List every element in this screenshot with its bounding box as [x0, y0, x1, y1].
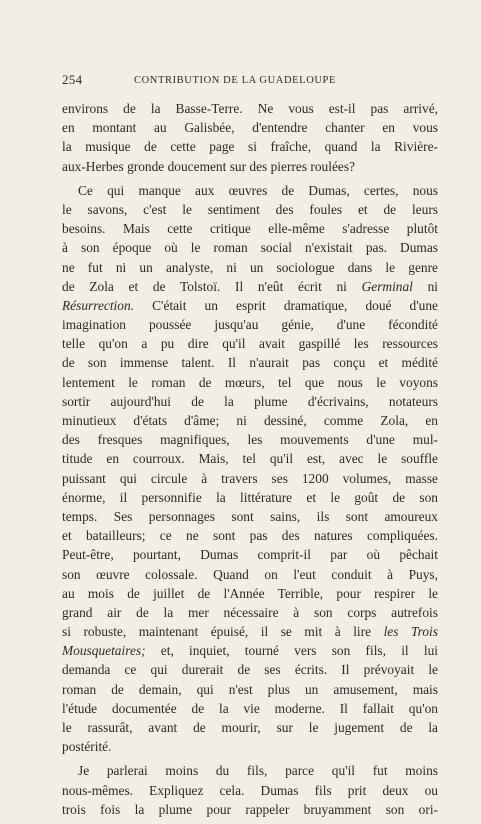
text-line: au mois de juillet de l'Année Terrible, pour respirer le — [62, 585, 438, 601]
text-line: postérité. — [62, 739, 112, 755]
text-line: le savons, c'est le sentiment des foules et de leurs — [62, 201, 438, 217]
text-run: ni — [412, 278, 438, 294]
italic-title-germinal: Germinal — [361, 278, 413, 294]
paragraph-3 — [62, 761, 438, 819]
text-line: à son époque où le roman social n'existait pas. Dumas — [62, 240, 438, 256]
text-line: en montant au Galisbée, d'entendre chanter en vous — [62, 120, 438, 136]
text-line: le rassurât, avant de mourir, sur le jugement de la — [62, 720, 438, 735]
text-line: besoins. Mais cette critique elle-même s'adresse plutôt — [62, 221, 438, 237]
text-line: son œuvre colossale. Quand on l'eut conduit à Puys, — [62, 566, 438, 582]
text-line: minutieux d'états d'âme; ni dessiné, comme Zola, en — [62, 413, 438, 428]
text-line: roman de demain, qui n'est plus un amusement, mais — [62, 681, 438, 697]
text-line — [62, 622, 438, 641]
italic-title-mousquetaires: Mousquetaires; — [62, 643, 146, 659]
text-line: trois fois la plume pour rappeler bruyamment son ori- — [62, 801, 438, 817]
text-line: ne fut ni un analyste, ni un sociologue dans le genre — [62, 259, 438, 275]
text-line: sortir aujourd'hui de la plume d'écrivains, notateurs — [62, 393, 438, 409]
text-line: imagination poussée jusqu'au génie, d'une fécondité — [62, 317, 438, 333]
text-line: nous-mêmes. Expliquez cela. Dumas fils prit deux ou — [62, 782, 438, 798]
text-line: Ce qui manque aux œuvres de Dumas, certes, nous — [78, 182, 438, 198]
text-line: demanda ce qui durerait de ses écrits. Il prévoyait le — [62, 662, 438, 678]
text-run: si robuste, maintenant épuisé, il se mit à lire — [62, 624, 384, 640]
page-header — [62, 72, 438, 88]
text-run: C'était un esprit dramatique, doué d'une — [134, 297, 438, 313]
text-line: grand air de la mer nécessaire à son corps autrefois — [62, 604, 438, 620]
running-title: CONTRIBUTION DE LA GUADELOUPE — [134, 75, 337, 86]
text-line: Peut-être, pourtant, Dumas comprit-il par où pêchait — [62, 547, 438, 563]
text-line — [62, 296, 438, 315]
text-line: la musique de cette page si fraîche, quand la Rivière- — [62, 139, 438, 155]
paragraph-1 — [62, 99, 438, 176]
text-line: telle qu'on a pu dire qu'il avait gaspillé les ressources — [62, 336, 438, 352]
text-line: titude en courroux. Mais, tel qu'il est, avec le souffle — [62, 451, 438, 467]
paragraph-2 — [62, 181, 438, 757]
italic-title-resurrection: Résurrection. — [62, 297, 135, 313]
text-line: l'étude documentée de la vie moderne. Il fallait qu'on — [62, 700, 438, 716]
text-line: temps. Ses personnages sont sains, ils sont amoureux — [62, 508, 438, 524]
text-line: de son immense talent. Il n'aurait pas conçu et médité — [62, 355, 438, 371]
text-line: des fresques magnifiques, les mouvements d'une mul- — [62, 432, 438, 448]
text-line — [62, 277, 438, 296]
italic-title-les-trois: les Trois — [383, 624, 438, 640]
page-number: 254 — [62, 72, 83, 87]
text-line: lentement le roman de mœurs, tel que nous le voyons — [62, 374, 438, 390]
body-text — [62, 99, 438, 824]
text-run: de Zola et de Tolstoï. Il n'eût écrit ni — [62, 278, 362, 294]
text-line: et batailleurs; ce ne sont pas des natures compliquées. — [62, 528, 438, 544]
text-line: puissant qui circule à travers ses 1200 volumes, masse — [62, 470, 438, 486]
text-line — [62, 641, 438, 660]
text-line: environs de la Basse-Terre. Ne vous est-il pas arrivé, — [62, 101, 438, 116]
text-line: énorme, il personnifie la littérature et le goût de son — [62, 489, 438, 505]
text-run: et, inquiet, tourné vers son fils, il lui — [145, 643, 438, 659]
text-line: aux-Herbes gronde doucement sur des pierres roulées? — [62, 158, 355, 174]
text-line: Je parlerai moins du fils, parce qu'il fut moins — [78, 763, 438, 779]
